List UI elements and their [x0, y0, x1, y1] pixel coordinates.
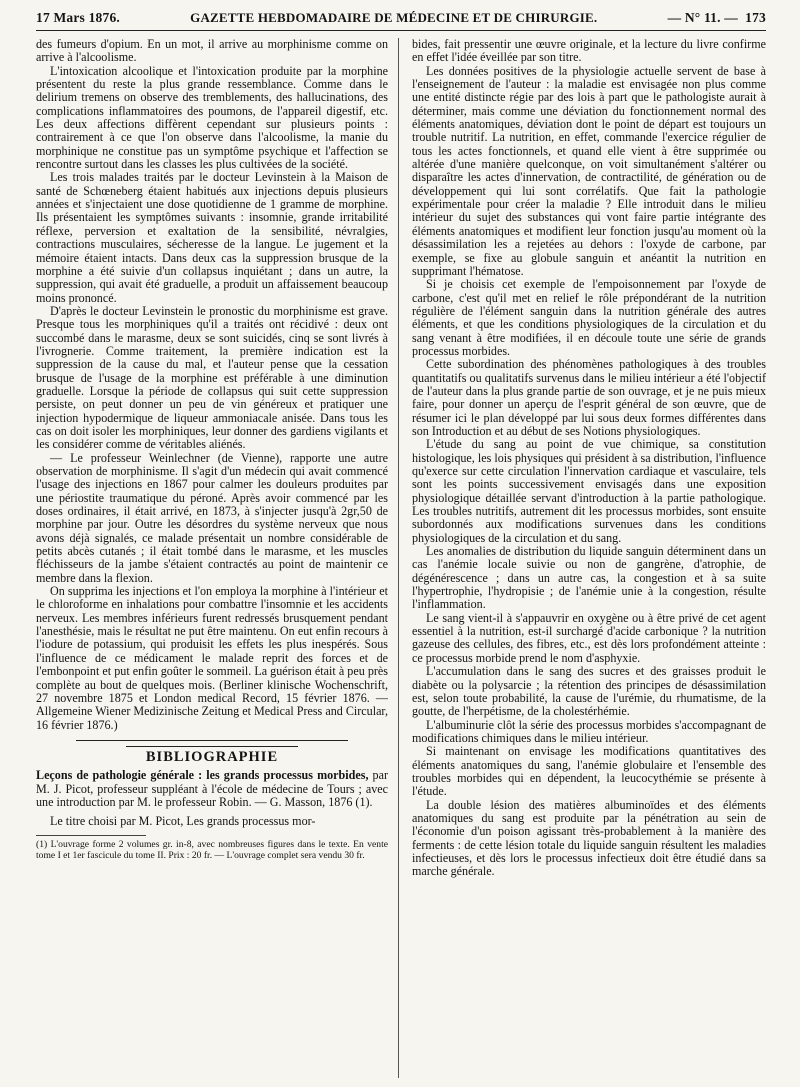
- right-paragraph-3: Si je choisis cet exemple de l'empoisonnement par l'oxyde de carbone, c'est qu'il met en relief le rôle prépondérant de la nutrition régulière de l'élément sanguin dans la nutrition générale des autres éléments, et que les conditions physiologiques de la circulation et du sang venant à être modifiées, il en découle toute une série de grands processus morbides.: [412, 277, 766, 358]
- right-paragraph-4: Cette subordination des phénomènes pathologiques à des troubles quantitatifs ou qualitatifs survenus dans le milieu intérieur a été l'objectif de l'auteur dans la plus grande partie de son ouvrage, et je ne puis mieux faire, pour donner un aperçu de l'esprit général de son œuvre, que de résumer ici le plan développé par lui sous deux formes différentes dans son Introduction et au début de ses Notions physiologiques.: [412, 357, 766, 438]
- right-paragraph-11: La double lésion des matières albuminoïdes et des éléments anatomiques du sang est produite par la pénétration au sein de l'économie d'un poison agissant très-probablement à la manière des ferments : de cette lésion totale du liquide sanguin résultent les maladies infectieuses, et dès lors le processus infectieux doit être étudié dans sa marche générale.: [412, 797, 766, 879]
- book-entry-title: Leçons de pathologie générale : les grands processus morbides,: [36, 768, 369, 783]
- column-divider: [398, 38, 399, 1078]
- left-paragraph-2: L'intoxication alcoolique et l'intoxication produite par la morphine présentent du reste la plus grande ressemblance. Comme dans le delirium tremens on observe des tremblements, des hallucinations, des complications inflammatoires des poumons, de l'appareil digestif, etc. Les deux affections diffèrent cependant sur plusieurs points : contrairement à ce que l'on observe dans l'alcoolisme, la manie du morphinique ne constitue pas un symptôme psychique et l'affection se rencontre surtout dans les classes les plus cultivées de la société.: [36, 63, 388, 172]
- left-paragraph-4: D'après le docteur Levinstein le pronostic du morphinisme est grave. Presque tous les morphiniques qu'il a traités ont récidivé : deux ont succombé dans le marasme, deux se sont suicidés, cinq se sont livrés à l'ivrognerie. Comme traitement, la première indication est la suppression de la cause du mal, et l'auteur pense que la cessation brusque de l'usage de la morphine est préférable à une diminution graduelle. Lorsque la période de collapsus qui suit cette suppression persiste, on peut donner un peu de vin généreux et pratiquer une injection hypodermique de liqueur ammoniacale anisée. Dans tous les cas on doit isoler les morphiniques, leur donner des gardiens vigilants et les considérer comme de véritables aliénés.: [36, 303, 388, 452]
- right-paragraph-5: L'étude du sang au point de vue chimique, sa constitution histologique, les lois physiques qui président à sa distribution, l'influence qu'exerce sur cette circulation l'innervation cardiaque et vasculaire, tels sont les points successivement envisagés dans une exposition physiologique détaillée servant d'introduction à la partie pathologique. Les troubles nutritifs, autrement dit les processus morbides, sont ensuite subordonnés aux modifications survenues dans les conditions physiologiques de la circulation et du sang.: [412, 437, 766, 545]
- header-issue-page: [668, 10, 766, 26]
- left-paragraph-7: Le titre choisi par M. Picot, Les grands processus mor-: [50, 814, 316, 829]
- right-paragraph-2: Les données positives de la physiologie actuelle servent de base à l'enseignement de l'auteur : la maladie est envisagée non plus comme une entité distincte régie par des lois à part que le pathologiste aurait à déterminer, mais comme une déviation du fonctionnement normal des éléments anatomiques, déviation dont le point de départ est toujours un trouble nutritif. La nutrition, en effet, commande l'exercice régulier de tous les actes fonctionnels, et quand elle vient à être supprimée ou altérée d'une manière quelconque, on voit simultanément s'altérer ou disparaître les actes d'innervation, de contractilité, de génération ou de développement qui lui sont corrélatifs. Que fait la pathologie expérimentale pour créer la maladie ? Elle introduit dans le milieu intérieur du sujet des substances qui vont faire partie intégrante des éléments anatomiques et modifient leur fonction jusqu'au moment où la désassimilation les a rejetées au dehors : l'oxyde de carbone, par exemple, se fixe au globule sanguin et anéantit la nutrition en supprimant l'hématose.: [412, 63, 766, 278]
- right-paragraph-6: Les anomalies de distribution du liquide sanguin déterminent dans un cas l'anémie locale suivie ou non de gangrène, d'atrophie, de dégénérescence ; dans un autre cas, la congestion et à sa suite l'hypertrophie, l'hydropisie ; de l'anémie unie à la congestion, résulte l'inflammation.: [412, 544, 766, 612]
- right-paragraph-9: L'albuminurie clôt la série des processus morbides s'accompagnant de modifications chimiques dans le milieu intérieur.: [412, 717, 766, 745]
- footnote-rule: [36, 835, 146, 836]
- left-column: [36, 38, 388, 1078]
- right-paragraph-8: L'accumulation dans le sang des sucres et des graisses produit le diabète ou la polysarcie ; la rétention des principes de désassimilation est, selon toute probabilité, la cause de l'urémie, du rhumatisme, de la goutte, de l'herpétisme, de la cholestérhémie.: [412, 664, 766, 719]
- left-paragraph-3: Les trois malades traités par le docteur Levinstein à la Maison de santé de Schœneberg étaient habitués aux injections depuis plusieurs années et s'injectaient une dose quotidienne de 1 gramme de morphine. Ils présentaient les symptômes suivants : insomnie, grande irritabilité réflexe, perversion et exaltation de la sensibilité, névralgies, contractions musculaires, sécheresse de la langue. Le jugement et la mémoire étaient intacts. Dans deux cas la suppression brusque de la morphine a été suivie d'un collapsus inquiétant ; dans un autre, la suppression, qui avait été graduelle, a produit un affaissement beaucoup moins prononcé.: [36, 170, 388, 305]
- right-paragraph-7: Le sang vient-il à s'appauvrir en oxygène ou à être privé de cet agent essentiel à la nutrition, est-il surchargé d'acide carbonique ? la nutrition gazeuse des cellules, des fibres, etc., est dès lors profondément atteinte : ce processus morbide prend le nom d'asphyxie.: [412, 610, 766, 665]
- running-header: [36, 6, 766, 31]
- left-paragraph-1: des fumeurs d'opium. En un mot, il arrive au morphinisme comme on arrive à l'alcoolisme.: [36, 38, 388, 65]
- header-page-number: 173: [745, 10, 766, 25]
- left-paragraph-5: — Le professeur Weinlechner (de Vienne), rapporte une autre observation de morphinisme. Il s'agit d'un médecin qui avait commencé l'usage des injections en 1867 pour calmer les douleurs produites par une périostite traumatique du péroné. Après avoir commencé par les doses ordinaires, il était arrivé, en 1873, à s'injecter jusqu'à 2gr,50 de morphine par jour. Outre les désordres du système nerveux que nous avons déjà signalés, ce malade présentait un nombre considérable de petits abcès cutanés ; il était tombé dans le marasme, et les muscles fléchisseurs de la jambe s'étaient contractés au point de maintenir ce membre dans la flexion.: [36, 450, 388, 585]
- right-column: [412, 38, 766, 1078]
- section-title-bibliographie: BIBLIOGRAPHIE: [126, 746, 298, 764]
- book-entry: [36, 769, 388, 809]
- section-separator: [76, 740, 348, 741]
- header-journal-title: GAZETTE HEBDOMADAIRE DE MÉDECINE ET DE CHIRURGIE.: [190, 10, 598, 25]
- footnote: (1) L'ouvrage forme 2 volumes gr. in-8, avec nombreuses figures dans le texte. En vente tome I et 1er fascicule du tome II. Prix : 20 fr. — L'ouvrage complet sera vendu 30 fr.: [36, 838, 388, 861]
- right-paragraph-10: Si maintenant on envisage les modifications quantitatives des éléments anatomiques du sang, l'anémie globulaire et l'ensemble des troubles morbides qui en dépendent, la leucocythémie se présente à l'étude.: [412, 744, 766, 799]
- header-issue: — N° 11. —: [667, 10, 738, 25]
- book-entry-details: par M. J. Picot, professeur suppléant à l'école de médecine de Tours ; avec une introduction par M. le professeur Robin. — G. Masson, 1876 (1).: [36, 768, 388, 809]
- right-paragraph-1: bides, fait pressentir une œuvre originale, et la lecture du livre confirme en effet l'idée éveillée par son titre.: [412, 38, 766, 65]
- left-paragraph-6: On supprima les injections et l'on employa la morphine à l'intérieur et le chloroforme en inhalations pour combattre l'insomnie et les accidents nerveux. Les membres inférieurs furent redressés brusquement pendant l'anesthésie, mais le résultat ne put être maintenu. On eut enfin recours à l'iodure de potassium, qui produisit les effets les plus inespérés. Sous l'influence de ce médicament le malade reprit des forces et de l'embonpoint et put enfin goûter le sommeil. La guérison était à peu près complète au bout de quelques mois. (Berliner klinische Wochenschrift, 27 novembre 1875 et London medical Record, 15 février 1876. — Allgemeine Wiener Medizinische Zeitung et Medical Press and Circular, 16 février 1876.): [36, 584, 388, 732]
- header-date: 17 Mars 1876.: [36, 10, 120, 25]
